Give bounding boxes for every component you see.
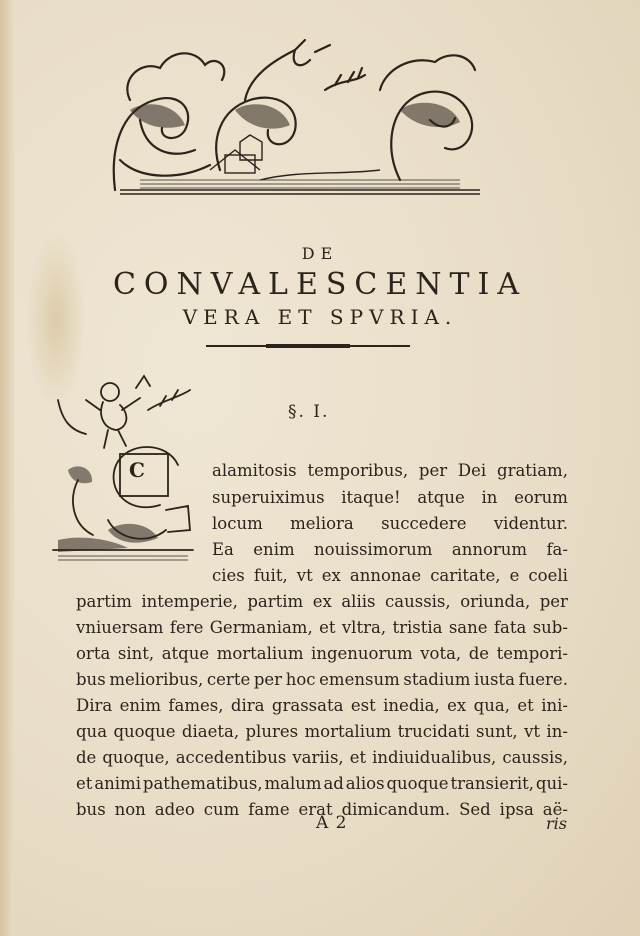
body-line: Ea enim nouissimorum annorum fa- bbox=[212, 540, 568, 559]
title-rule bbox=[206, 344, 410, 348]
body-line: bus melioribus, certe per hoc emensum stadium iusta fuere. bbox=[76, 670, 568, 689]
section-number: §. I. bbox=[288, 402, 330, 422]
body-line: partim intemperie, partim ex aliis caussis, oriunda, per bbox=[76, 592, 568, 611]
page-title: CONVALESCENTIA bbox=[112, 267, 528, 302]
body-line: cies fuit, vt ex annonae caritate, e coeli bbox=[212, 566, 568, 585]
body-line: locum meliora succedere videntur. bbox=[212, 514, 568, 533]
body-line: de quoque, accedentibus variis, et indiuidualibus, caussis, bbox=[76, 748, 568, 767]
signature-mark: A 2 bbox=[316, 813, 348, 833]
body-line: orta sint, atque mortalium ingenuorum vota, de tempori- bbox=[76, 644, 568, 663]
body-line: qua quoque diaeta, plures mortalium trucidati sunt, vt in- bbox=[76, 722, 568, 741]
page-subtitle: VERA ET SPVRIA. bbox=[182, 305, 458, 329]
headpiece-ornament bbox=[100, 30, 490, 200]
body-line: superuiximus itaque! atque in eorum bbox=[212, 488, 568, 507]
initial-letter: C bbox=[129, 458, 145, 482]
body-line: vniuersam fere Germaniam, et vltra, tristia sane fata sub- bbox=[76, 618, 568, 637]
body-line: bus non adeo cum fame erat dimicandum. Sed ipsa aë- bbox=[76, 800, 568, 819]
body-line: Dira enim fames, dira grassata est inedia, ex qua, et ini- bbox=[76, 696, 568, 715]
initial-ornament bbox=[48, 370, 198, 566]
page-edge bbox=[0, 0, 14, 936]
title-prefix: DE bbox=[301, 244, 339, 263]
catchword: ris bbox=[546, 814, 567, 833]
body-line: et animi pathematibus, malum ad alios quoque transierit, qui- bbox=[76, 774, 568, 793]
body-line: alamitosis temporibus, per Dei gratiam, bbox=[212, 461, 568, 480]
